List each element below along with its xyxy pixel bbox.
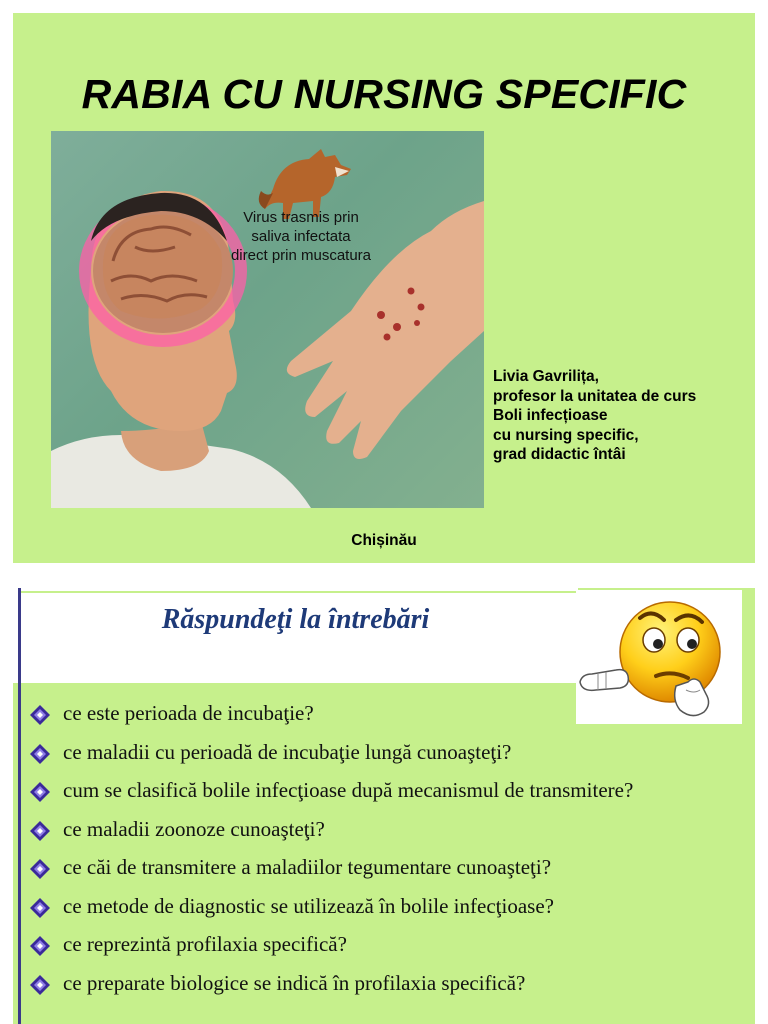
question-text: ce metode de diagnostic se utilizează în bolile infecţioase? <box>63 893 554 918</box>
city-label: Chișinău <box>351 532 417 549</box>
questions-slide <box>13 588 755 1024</box>
diamond-bullet-icon <box>29 743 51 765</box>
slide2-title: Răspundeţi la întrebări <box>161 604 430 635</box>
question-item <box>25 887 745 926</box>
illustration-caption: Virus trasmis prin saliva infectata direct prin muscatura <box>230 209 372 264</box>
question-text: ce maladii zoonoze cunoaşteţi? <box>63 816 325 841</box>
question-item <box>25 848 745 887</box>
question-item <box>25 771 745 810</box>
diamond-bullet-icon <box>29 974 51 996</box>
question-text: ce reprezintă profilaxia specifică? <box>63 932 347 956</box>
question-text: ce căi de transmitere a maladiilor tegumentare cunoaşteţi? <box>63 855 552 879</box>
diamond-bullet-icon <box>29 858 51 880</box>
author-line: cu nursing specific, <box>493 426 639 444</box>
question-text: ce este perioada de incubaţie? <box>63 701 314 725</box>
illustration-art <box>51 131 484 508</box>
question-item <box>25 694 745 733</box>
diamond-bullet-icon <box>29 935 51 957</box>
slide-title: RABIA CU NURSING SPECIFIC <box>81 71 687 117</box>
question-item <box>25 810 745 849</box>
author-info <box>493 367 696 465</box>
question-item <box>25 925 745 964</box>
title-slide <box>13 13 755 563</box>
left-border-line <box>18 588 21 1024</box>
rabies-illustration <box>51 131 484 508</box>
diamond-bullet-icon <box>29 704 51 726</box>
author-line: profesor la unitatea de curs <box>493 387 697 405</box>
question-item <box>25 964 745 1003</box>
diamond-bullet-icon <box>29 897 51 919</box>
diamond-bullet-icon <box>29 781 51 803</box>
question-item <box>25 733 745 772</box>
author-line: grad didactic întâi <box>493 446 626 463</box>
questions-list <box>25 694 745 1002</box>
question-text: ce preparate biologice se indică în profilaxia specifică? <box>63 970 526 995</box>
author-line: Livia Gavrilița, <box>493 368 599 385</box>
author-line: Boli infecțioase <box>493 407 608 424</box>
question-text: cum se clasifică bolile infecţioase după mecanismul de transmitere? <box>63 778 634 802</box>
diamond-bullet-icon <box>29 820 51 842</box>
question-text: ce maladii cu perioadă de incubaţie lungă cunoaşteţi? <box>63 739 512 764</box>
header-divider <box>21 591 578 593</box>
